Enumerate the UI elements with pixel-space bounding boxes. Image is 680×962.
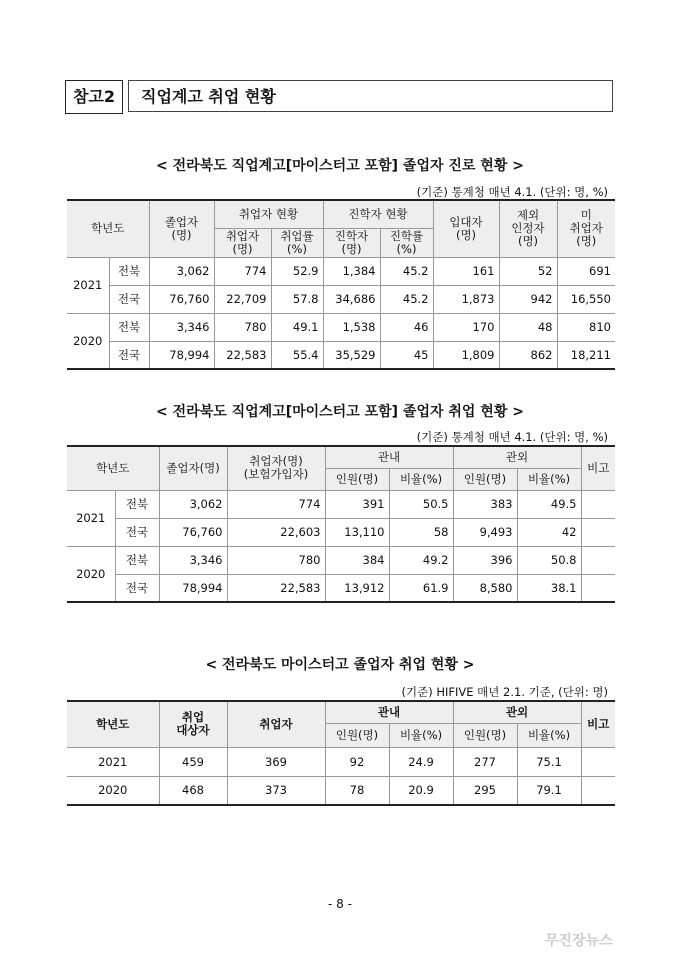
th-military: 입대자 (명) (433, 200, 499, 257)
th-adv-count: 진학자 (명) (323, 228, 380, 257)
value-cell: 45.2 (380, 257, 433, 285)
value-cell: 78 (325, 776, 389, 805)
region-cell: 전국 (109, 341, 149, 369)
th-adv-group: 진학자 현황 (323, 200, 433, 228)
value-cell: 383 (453, 490, 517, 518)
value-cell: 22,583 (214, 341, 271, 369)
region-cell: 전북 (109, 257, 149, 285)
year-cell: 2021 (67, 257, 109, 313)
value-cell: 50.8 (517, 546, 581, 574)
value-cell: 396 (453, 546, 517, 574)
th-out-people: 인원(명) (453, 723, 517, 747)
th-adv-rate: 진학률 (%) (380, 228, 433, 257)
value-cell: 810 (557, 313, 615, 341)
year-cell: 2020 (67, 313, 109, 369)
value-cell: 295 (453, 776, 517, 805)
year-cell: 2020 (67, 776, 159, 805)
th-in-ratio: 비율(%) (389, 723, 453, 747)
value-cell: 49.5 (517, 490, 581, 518)
remark-cell (581, 546, 615, 574)
value-cell: 22,603 (227, 518, 325, 546)
th-in-region: 관내 (325, 446, 453, 468)
value-cell: 277 (453, 747, 517, 776)
value-cell: 161 (433, 257, 499, 285)
th-out-people: 인원(명) (453, 468, 517, 490)
table-row (67, 257, 615, 285)
value-cell: 384 (325, 546, 389, 574)
value-cell: 459 (159, 747, 227, 776)
th-remark: 비고 (581, 446, 615, 490)
value-cell: 49.2 (389, 546, 453, 574)
th-year: 학년도 (67, 446, 159, 490)
value-cell: 57.8 (271, 285, 323, 313)
th-in-people: 인원(명) (325, 723, 389, 747)
value-cell: 3,062 (149, 257, 214, 285)
value-cell: 3,346 (149, 313, 214, 341)
value-cell: 76,760 (149, 285, 214, 313)
watermark-logo: 무진장뉴스 (545, 933, 613, 949)
th-in-region: 관내 (325, 701, 453, 723)
value-cell: 78,994 (159, 574, 227, 602)
th-target: 취업 대상자 (159, 701, 227, 747)
value-cell: 34,686 (323, 285, 380, 313)
section-tag: 참고2 (65, 80, 123, 114)
th-grad: 졸업자 (명) (149, 200, 214, 257)
th-grad: 졸업자(명) (159, 446, 227, 490)
table-row (67, 574, 615, 602)
value-cell: 1,384 (323, 257, 380, 285)
th-out-region: 관외 (453, 446, 581, 468)
value-cell: 9,493 (453, 518, 517, 546)
th-year: 학년도 (67, 200, 149, 257)
value-cell: 774 (227, 490, 325, 518)
value-cell: 58 (389, 518, 453, 546)
table-row (67, 546, 615, 574)
remark-cell (581, 518, 615, 546)
th-emp-count: 취업자 (명) (214, 228, 271, 257)
value-cell: 75.1 (517, 747, 581, 776)
year-cell: 2021 (67, 490, 115, 546)
value-cell: 1,809 (433, 341, 499, 369)
table1-note: (기준) 통계청 매년 4.1. (단위: 명, %) (416, 185, 608, 199)
th-out-region: 관외 (453, 701, 581, 723)
value-cell: 22,583 (227, 574, 325, 602)
page-number: - 8 - (328, 897, 352, 911)
value-cell: 862 (499, 341, 557, 369)
th-emp-rate: 취업률 (%) (271, 228, 323, 257)
remark-cell (581, 747, 615, 776)
table-row (67, 313, 615, 341)
th-in-people: 인원(명) (325, 468, 389, 490)
th-in-ratio: 비율(%) (389, 468, 453, 490)
value-cell: 1,538 (323, 313, 380, 341)
value-cell: 16,550 (557, 285, 615, 313)
region-cell: 전국 (109, 285, 149, 313)
remark-cell (581, 776, 615, 805)
value-cell: 780 (227, 546, 325, 574)
value-cell: 373 (227, 776, 325, 805)
table2-note: (기준) 통계청 매년 4.1. (단위: 명, %) (416, 430, 608, 444)
value-cell: 3,062 (159, 490, 227, 518)
year-cell: 2020 (67, 546, 115, 602)
value-cell: 55.4 (271, 341, 323, 369)
value-cell: 46 (380, 313, 433, 341)
table3-note: (기준) HIFIVE 매년 2.1. 기준, (단위: 명) (401, 685, 608, 699)
value-cell: 13,110 (325, 518, 389, 546)
region-cell: 전국 (115, 574, 159, 602)
value-cell: 8,580 (453, 574, 517, 602)
value-cell: 79.1 (517, 776, 581, 805)
th-remark: 비고 (581, 701, 615, 747)
th-excluded: 제외 인정자 (명) (499, 200, 557, 257)
th-unemployed: 미 취업자 (명) (557, 200, 615, 257)
table3-heading: < 전라북도 마이스터고 졸업자 취업 현황 > (205, 657, 475, 673)
table-row (67, 518, 615, 546)
section-header (65, 80, 615, 114)
value-cell: 468 (159, 776, 227, 805)
table2-heading: < 전라북도 직업계고[마이스터고 포함] 졸업자 취업 현황 > (156, 404, 524, 420)
table1-heading: < 전라북도 직업계고[마이스터고 포함] 졸업자 진로 현황 > (156, 158, 524, 174)
region-cell: 전북 (115, 546, 159, 574)
value-cell: 942 (499, 285, 557, 313)
value-cell: 52 (499, 257, 557, 285)
th-year: 학년도 (67, 701, 159, 747)
value-cell: 24.9 (389, 747, 453, 776)
value-cell: 3,346 (159, 546, 227, 574)
value-cell: 1,873 (433, 285, 499, 313)
value-cell: 691 (557, 257, 615, 285)
value-cell: 774 (214, 257, 271, 285)
value-cell: 13,912 (325, 574, 389, 602)
region-cell: 전국 (115, 518, 159, 546)
value-cell: 20.9 (389, 776, 453, 805)
value-cell: 391 (325, 490, 389, 518)
table-row (67, 341, 615, 369)
value-cell: 22,709 (214, 285, 271, 313)
th-employed: 취업자(명) (보험가입자) (227, 446, 325, 490)
value-cell: 369 (227, 747, 325, 776)
value-cell: 49.1 (271, 313, 323, 341)
year-cell: 2021 (67, 747, 159, 776)
remark-cell (581, 574, 615, 602)
th-out-ratio: 비율(%) (517, 723, 581, 747)
value-cell: 170 (433, 313, 499, 341)
remark-cell (581, 490, 615, 518)
th-out-ratio: 비율(%) (517, 468, 581, 490)
value-cell: 18,211 (557, 341, 615, 369)
region-cell: 전북 (115, 490, 159, 518)
value-cell: 780 (214, 313, 271, 341)
value-cell: 45.2 (380, 285, 433, 313)
value-cell: 78,994 (149, 341, 214, 369)
career-table (67, 199, 615, 370)
value-cell: 48 (499, 313, 557, 341)
table-row (67, 747, 615, 776)
employment-table (67, 445, 615, 603)
th-employed: 취업자 (227, 701, 325, 747)
table-row (67, 285, 615, 313)
value-cell: 50.5 (389, 490, 453, 518)
value-cell: 45 (380, 341, 433, 369)
section-title: 직업계고 취업 현황 (128, 80, 613, 112)
value-cell: 52.9 (271, 257, 323, 285)
value-cell: 61.9 (389, 574, 453, 602)
value-cell: 92 (325, 747, 389, 776)
meister-table (67, 700, 615, 806)
table-row (67, 490, 615, 518)
value-cell: 76,760 (159, 518, 227, 546)
th-emp-group: 취업자 현황 (214, 200, 323, 228)
value-cell: 38.1 (517, 574, 581, 602)
value-cell: 35,529 (323, 341, 380, 369)
region-cell: 전북 (109, 313, 149, 341)
table-row (67, 776, 615, 805)
value-cell: 42 (517, 518, 581, 546)
